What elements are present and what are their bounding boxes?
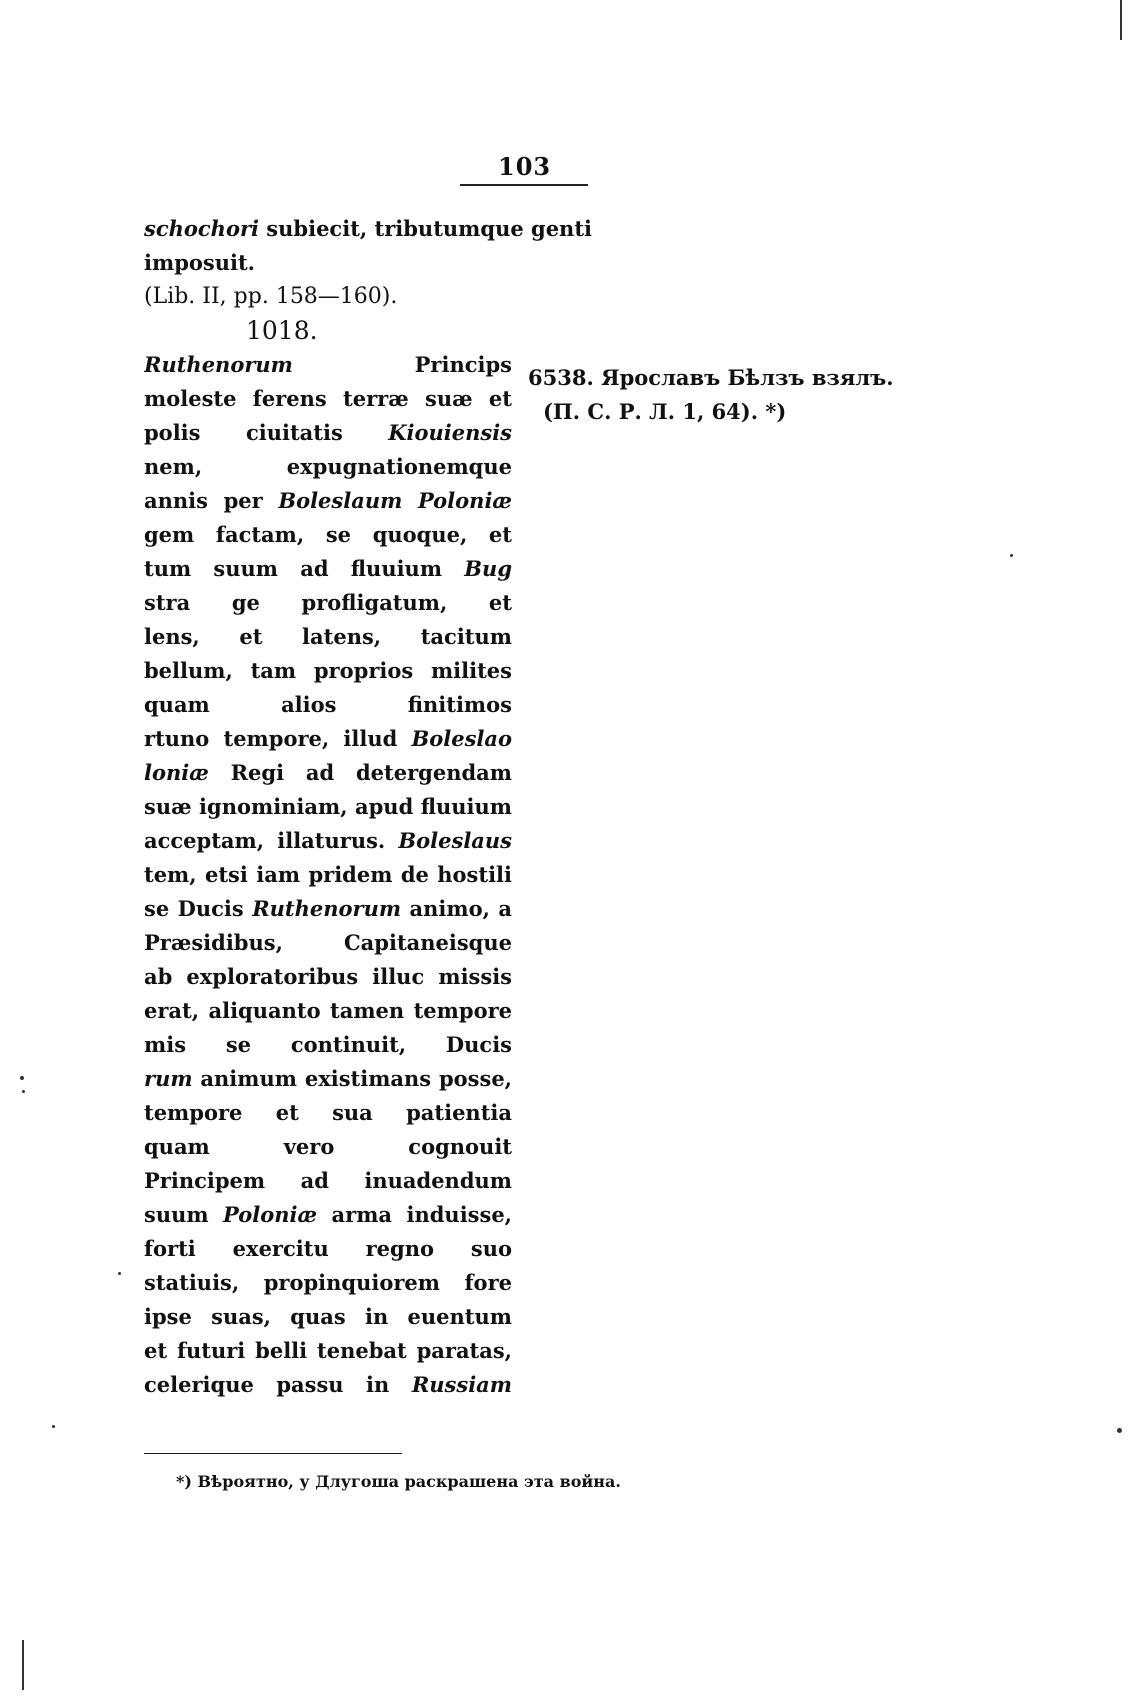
text-line <box>144 1130 512 1164</box>
text-run: tempore et sua patientia <box>144 1100 512 1125</box>
text-line <box>144 450 512 484</box>
proper-name: schochori <box>144 216 259 241</box>
text-line <box>144 1300 512 1334</box>
text-run: ipse suas, quas in euentum <box>144 1304 512 1329</box>
text-line <box>144 722 512 756</box>
text-line <box>144 1334 512 1368</box>
text-line <box>144 620 512 654</box>
text-line <box>144 552 512 586</box>
text-line <box>144 994 512 1028</box>
scan-edge-mark <box>22 1640 24 1690</box>
scan-speck <box>118 1272 121 1275</box>
year-heading <box>144 314 512 348</box>
chronicle-reference: (П. С. Р. Л. 1, 64). *) <box>543 399 787 424</box>
text-run: erat, aliquanto tamen tempore <box>144 998 512 1023</box>
proper-name: Boleslao <box>411 726 512 751</box>
russian-column <box>528 361 894 429</box>
text-run: forti exercitu regno suo <box>144 1236 512 1261</box>
text-line <box>144 858 512 892</box>
scan-speck <box>22 1090 25 1093</box>
text-line <box>144 1198 512 1232</box>
text-run: lens, et latens, tacitum <box>144 624 512 649</box>
text-line <box>144 212 593 246</box>
proper-name: Ruthenorum <box>144 352 293 377</box>
text-run: celerique passu in <box>144 1372 412 1397</box>
proper-name: Russiam <box>411 1372 512 1397</box>
text-run: (Lib. II, pp. 158—160). <box>144 284 398 309</box>
text-run: gem factam, se quoque, et <box>144 522 512 547</box>
text-line <box>144 1266 512 1300</box>
text-line <box>144 518 512 552</box>
text-run: 1018. <box>246 316 318 345</box>
text-run: arma induisse, <box>331 1202 512 1227</box>
text-run: bellum, tam proprios milites <box>144 658 512 683</box>
text-line <box>144 1368 512 1402</box>
text-run: Principem ad inuadendum <box>144 1168 512 1193</box>
scan-speck <box>20 1076 24 1080</box>
footnote-rule <box>144 1453 402 1454</box>
text-line <box>144 246 512 280</box>
text-line <box>144 1232 512 1266</box>
text-line <box>144 756 512 790</box>
proper-name: Bug <box>464 556 512 581</box>
text-run: stra ge profligatum, et <box>144 590 512 615</box>
text-run: tum suum ad fluuium <box>144 556 465 581</box>
text-line <box>144 960 512 994</box>
latin-column <box>144 212 593 1402</box>
text-run: suum <box>144 1202 224 1227</box>
text-line <box>144 1028 512 1062</box>
scan-edge-mark <box>1120 0 1122 40</box>
text-run: suæ ignominiam, apud fluuium <box>144 794 512 819</box>
text-run: et futuri belli tenebat paratas, <box>144 1338 512 1363</box>
text-run: moleste ferens terræ suæ et <box>144 386 512 411</box>
text-run: polis ciuitatis <box>144 420 389 445</box>
text-run: rtuno tempore, illud <box>144 726 412 751</box>
text-run: Princips <box>292 352 512 377</box>
text-line <box>144 586 512 620</box>
chronicle-entry: 6538. Ярославъ Бѣлзъ взялъ. <box>528 365 894 390</box>
text-run: statiuis, propinquiorem fore <box>144 1270 512 1295</box>
text-run: Præsidibus, Capitaneisque <box>144 930 512 955</box>
text-line <box>144 1164 512 1198</box>
text-run: quam alios finitimos <box>144 692 512 717</box>
scan-speck <box>1010 554 1013 557</box>
proper-name: Kiouiensis <box>388 420 512 445</box>
text-run: animum existimans posse, <box>200 1066 512 1091</box>
text-line <box>144 926 512 960</box>
scan-speck <box>1117 1428 1122 1433</box>
text-line <box>144 484 512 518</box>
text-run: ab exploratoribus illuc missis <box>144 964 512 989</box>
text-line <box>144 1062 512 1096</box>
text-run: mis se continuit, Ducis <box>144 1032 512 1057</box>
text-run: Regi ad detergendam <box>230 760 512 785</box>
text-run: imposuit. <box>144 250 255 275</box>
text-line <box>144 1096 512 1130</box>
proper-name: Boleslaum Poloniæ <box>278 488 512 513</box>
page-number: 103 <box>498 152 552 181</box>
text-run: animo, a <box>401 896 512 921</box>
text-line <box>144 416 512 450</box>
proper-name: loniæ <box>144 760 209 785</box>
text-run: acceptam, illaturus. <box>144 828 399 853</box>
text-line <box>144 348 512 382</box>
text-run: tem, etsi iam pridem de hostili <box>144 862 512 887</box>
header-rule <box>460 184 588 186</box>
source-reference <box>144 280 512 314</box>
text-line <box>144 654 512 688</box>
text-line <box>144 892 512 926</box>
text-run: nem, expugnationemque <box>144 454 512 479</box>
text-run: se Ducis <box>144 896 253 921</box>
footnote: *) Вѣроятно, у Длугоша раскрашена эта война. <box>176 1472 621 1491</box>
proper-name: Poloniæ <box>223 1202 318 1227</box>
text-run: subiecit, tributumque genti <box>259 216 593 241</box>
text-line <box>144 382 512 416</box>
text-run: annis per <box>144 488 279 513</box>
proper-name: Boleslaus <box>398 828 512 853</box>
scan-speck <box>52 1425 55 1428</box>
text-run: quam vero cognouit <box>144 1134 512 1159</box>
text-line <box>144 790 512 824</box>
text-line <box>144 688 512 722</box>
text-line <box>144 824 512 858</box>
proper-name: rum <box>144 1066 193 1091</box>
proper-name: Ruthenorum <box>252 896 402 921</box>
